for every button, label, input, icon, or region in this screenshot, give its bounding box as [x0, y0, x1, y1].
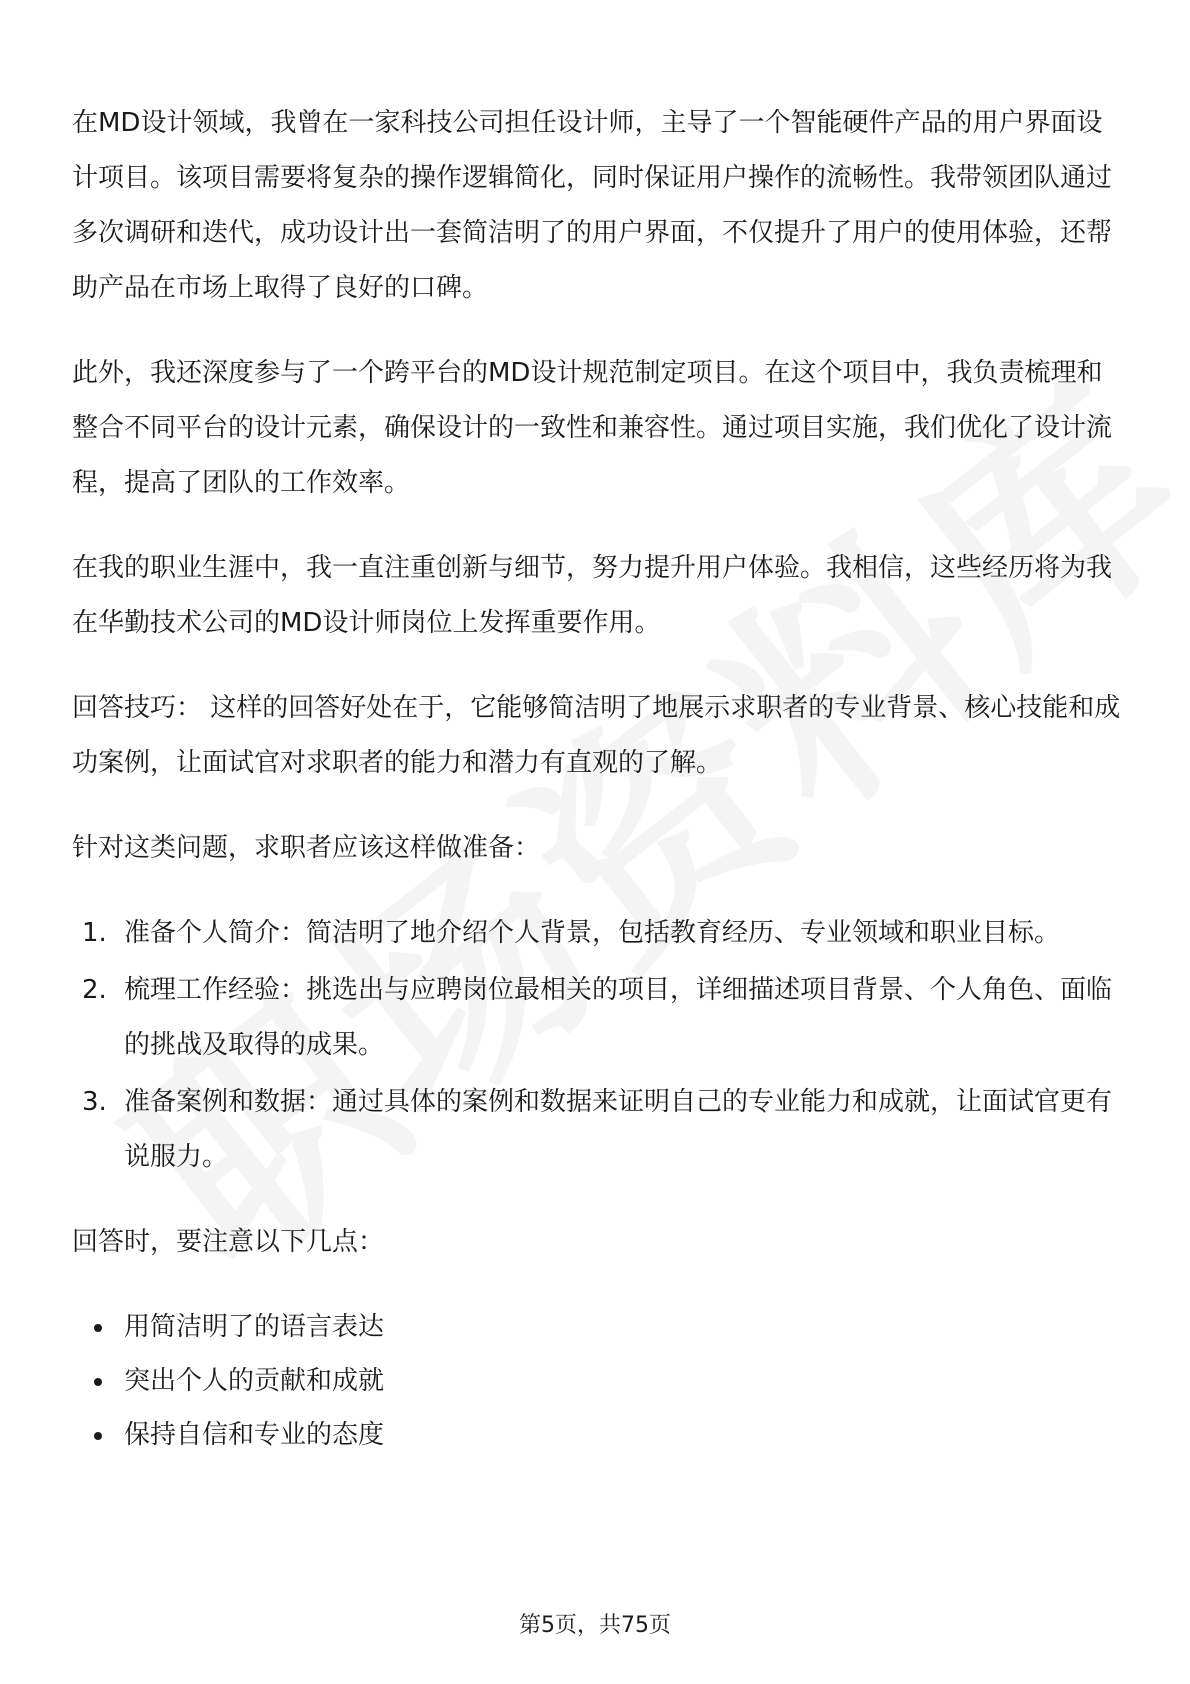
bullet-icon — [94, 1432, 102, 1440]
list-item — [72, 1300, 1122, 1354]
list-item-number: 2. — [82, 975, 107, 1005]
list-item-text: 准备案例和数据：通过具体的案例和数据来证明自己的专业能力和成就，让面试官更有说服力。 — [124, 1087, 1113, 1172]
page-number: 第5页，共75页 — [519, 1613, 671, 1638]
bullet-icon — [94, 1324, 102, 1332]
paragraph-career: 在我的职业生涯中，我一直注重创新与细节，努力提升用户体验。我相信，这些经历将为我在华勤技术公司的MD设计师岗位上发挥重要作用。 — [72, 553, 1113, 638]
list-item — [72, 1354, 1122, 1408]
bullet-icon — [94, 1378, 102, 1386]
list-item-number: 3. — [82, 1087, 107, 1117]
paragraph-experience: 在MD设计领域，我曾在一家科技公司担任设计师，主导了一个智能硬件产品的用户界面设计项目。该项目需要将复杂的操作逻辑简化，同时保证用户操作的流畅性。我带领团队通过多次调研和迭代，成功设计出一套简洁明了的用户界面，不仅提升了用户的使用体验，还帮助产品在市场上取得了良好的口碑。 — [72, 108, 1113, 303]
list-item-number: 1. — [82, 918, 107, 948]
document-body — [72, 96, 1122, 1462]
list-item-text: 准备个人简介：简洁明了地介绍个人背景，包括教育经历、专业领域和职业目标。 — [124, 918, 1061, 948]
list-item — [72, 906, 1122, 961]
list-item — [72, 1408, 1122, 1462]
paragraph-answer-tips: 回答技巧： 这样的回答好处在于，它能够简洁明了地展示求职者的专业背景、核心技能和成功案例，让面试官对求职者的能力和潜力有直观的了解。 — [72, 693, 1121, 778]
paragraph-notes-intro: 回答时，要注意以下几点： — [72, 1227, 385, 1257]
paragraph-preparation-intro: 针对这类问题，求职者应该这样做准备： — [72, 833, 541, 863]
list-item-text: 突出个人的贡献和成就 — [124, 1366, 385, 1396]
list-item-text: 用简洁明了的语言表达 — [124, 1312, 385, 1342]
preparation-steps-list — [72, 906, 1122, 1185]
list-item-text: 梳理工作经验：挑选出与应聘岗位最相关的项目，详细描述项目背景、个人角色、面临的挑战及取得的成果。 — [124, 975, 1113, 1060]
paragraph-cross-platform: 此外，我还深度参与了一个跨平台的MD设计规范制定项目。在这个项目中，我负责梳理和整合不同平台的设计元素，确保设计的一致性和兼容性。通过项目实施，我们优化了设计流程，提高了团队的工作效率。 — [72, 358, 1113, 498]
notes-bullet-list — [72, 1300, 1122, 1462]
list-item — [72, 1075, 1122, 1185]
list-item-text: 保持自信和专业的态度 — [124, 1420, 385, 1450]
list-item — [72, 963, 1122, 1073]
